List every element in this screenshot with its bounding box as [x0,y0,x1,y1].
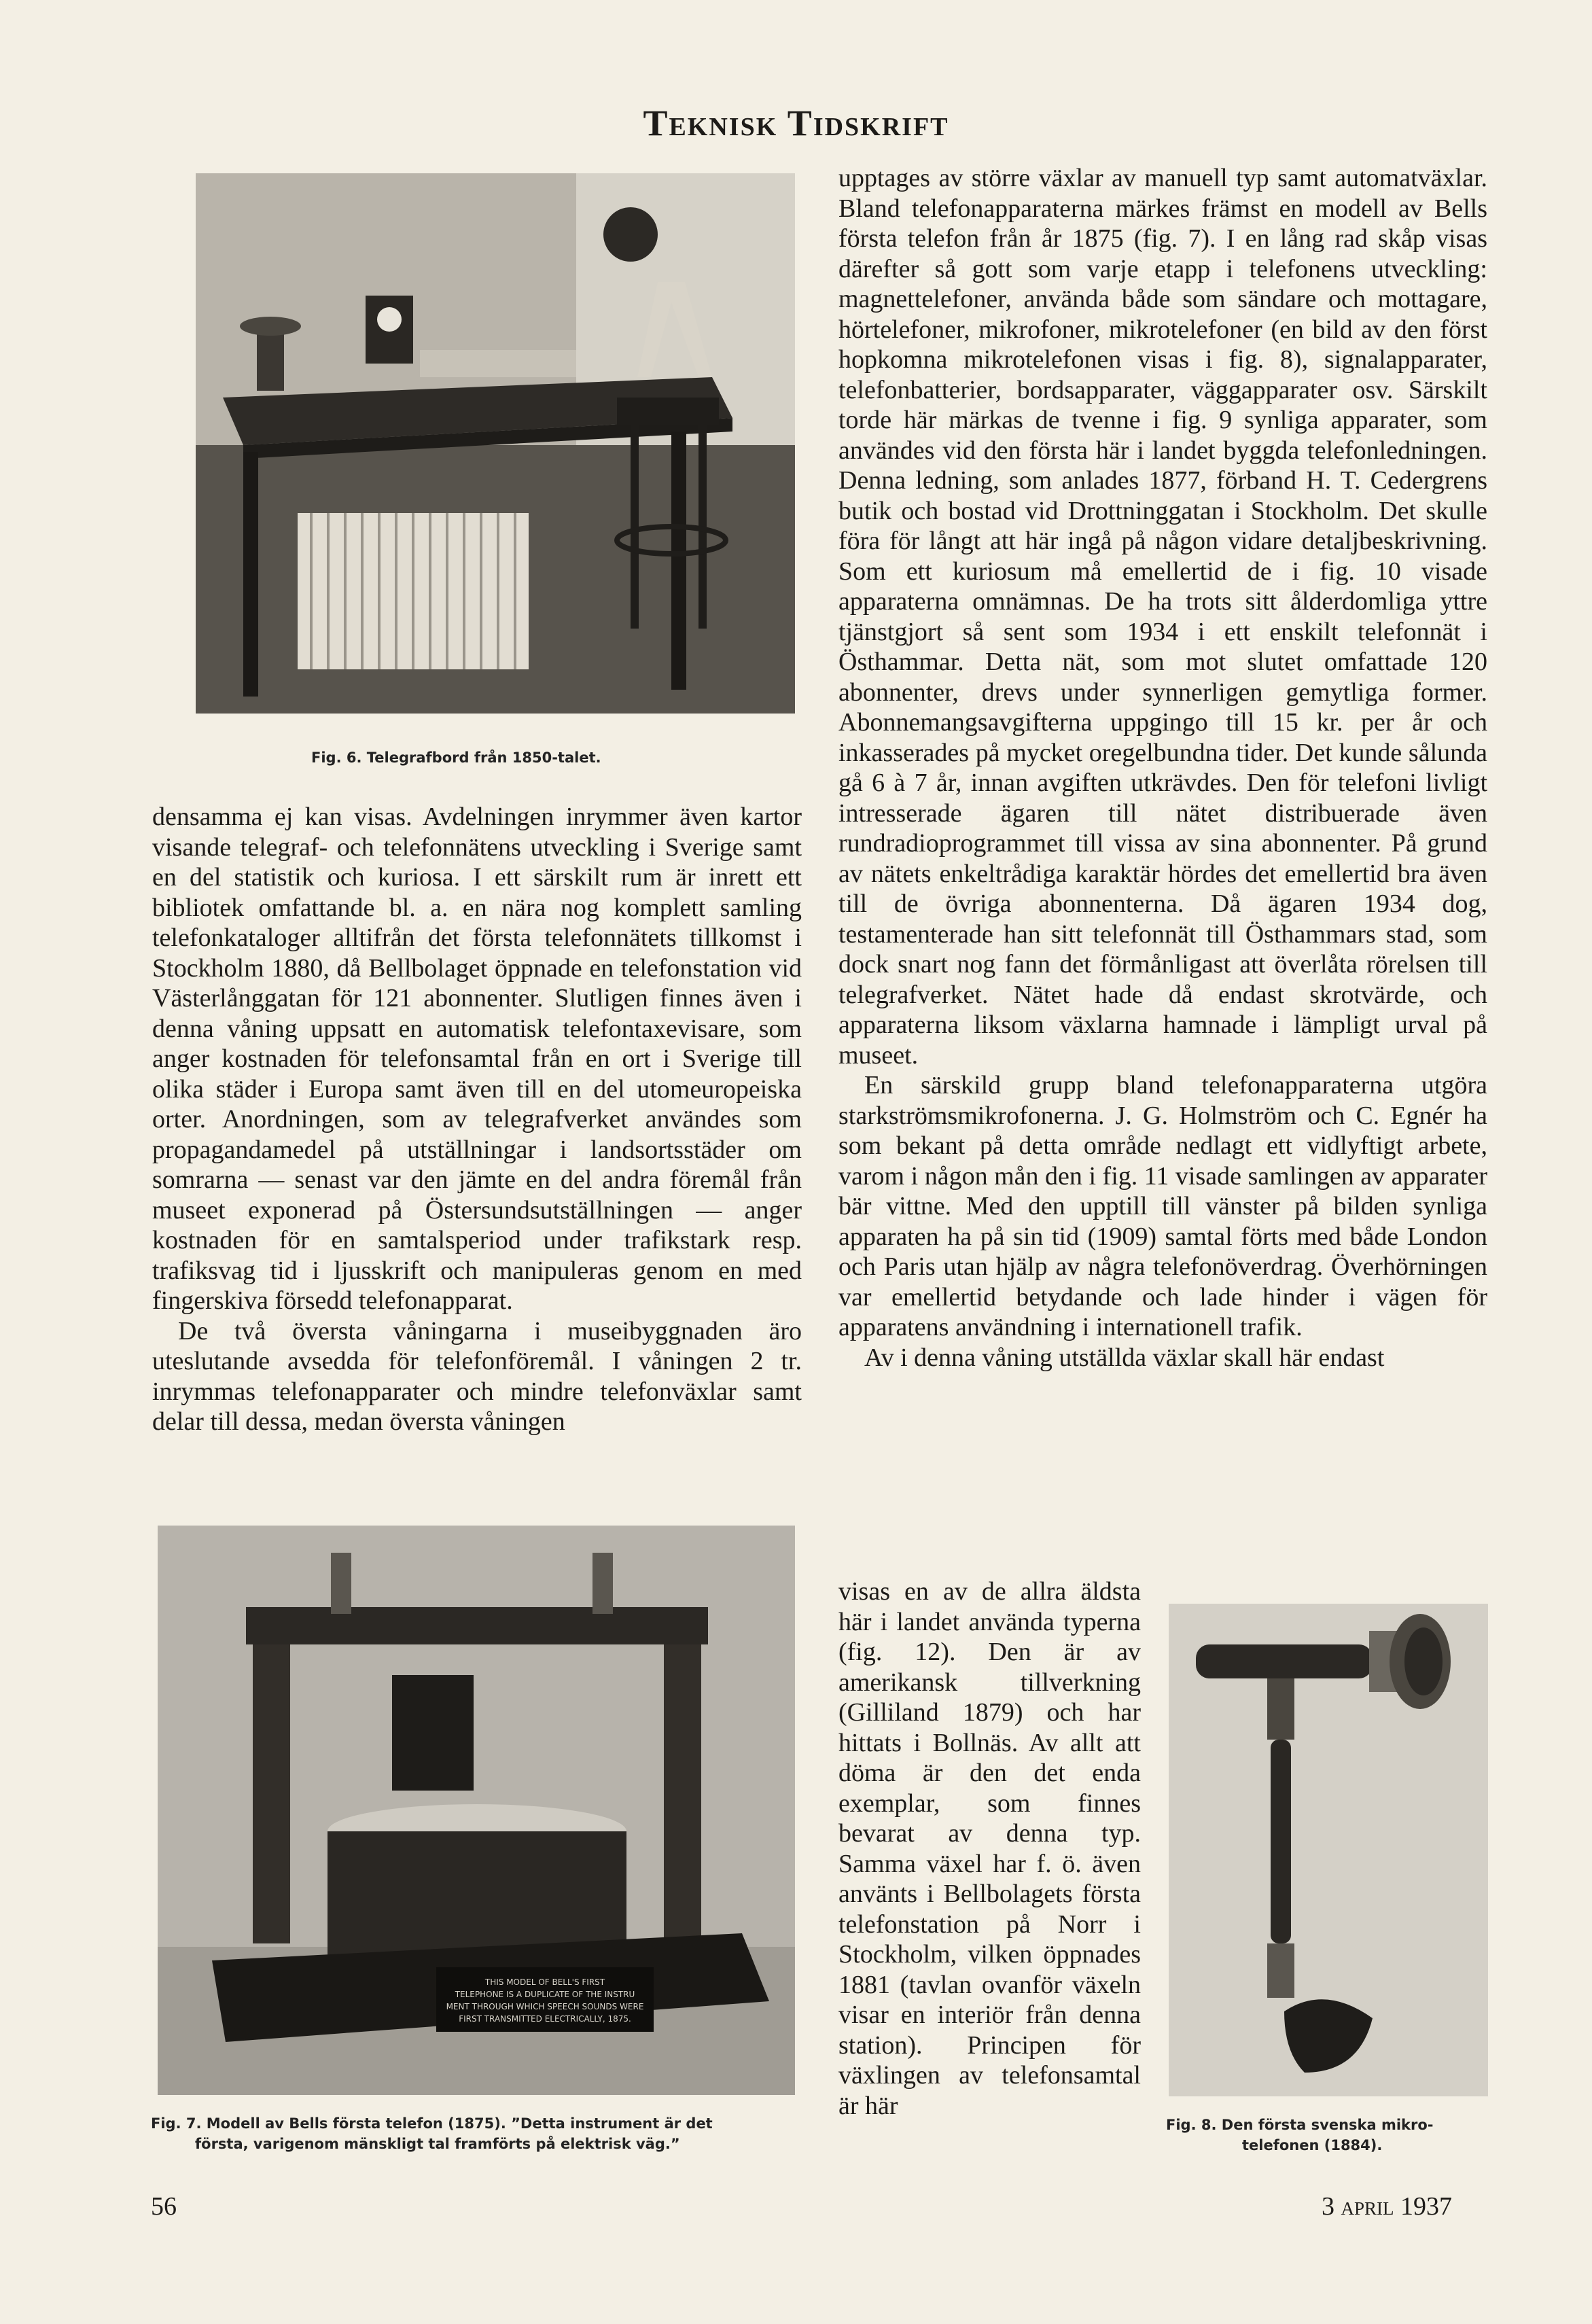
left-column-text [152,802,802,1437]
fig8-caption [1166,2115,1492,2155]
fig6-caption: Fig. 6. Telegrafbord från 1850-talet. [311,750,601,766]
fig7-caption-line-2: första, varigenom mänskligt tal framförts på elektrisk väg.” [195,2136,680,2152]
fig7-photo [158,1526,795,2095]
plaque-line-2: TELEPHONE IS A DUPLICATE OF THE INSTRU [455,1990,635,1999]
left-paragraph-1: densamma ej kan visas. Avdelningen inrymmer även kartor visande telegraf- och telefonnätens utveckling i Sverige samt en del statistik och kuriosa. I ett särskilt rum är inrett ett bibliotek omfattande bl. a. en nära nog komplett samling telefonkataloger alltifrån det första telefonnätets tillkomst i Stockholm 1880, då Bellbolaget öppnade en telefonstation vid Västerlånggatan för 121 abonnenter. Slutligen finnes även i denna våning uppsatt en automatisk telefontaxevisare, som anger kostnaden för telefonsamtal från en ort i Sverige till olika städer i Europa samt även till en del utomeuropeiska orter. Anordningen, som av telegrafverket användes som propagandamedel på utställningar i landsortsstäder om somrarna — senast var den jämte en del andra föremål från museet exponerad på Östersundsutställningen — anger kostnaden för en samtalsperiod under trafikstark resp. trafiksvag tid i ljusskrift och manipuleras genom en med fingerskiva försedd telefonapparat. [152,803,802,1315]
issue-date: 3 april 1937 [1322,2192,1453,2221]
right-paragraph-1: upptages av större växlar av manuell typ samt automatväxlar. Bland telefonapparaterna märkes främst en modell av Bells första telefon från år 1875 (fig. 7). I en lång rad skåp visas därefter så gott som varje etapp i telefonens utveckling: magnettelefoner, använda både som sändare och mottagare, hörtelefoner, mikrofoner, mikrotelefoner (en bild av den först hopkomna mikrotelefonen visas i fig. 8), signalapparater, telefonbatterier, bordsapparater, väggapparater osv. Särskilt torde här märkas de tvenne i fig. 9 synliga apparater, som användes vid den första här i landet byggda telefonledningen. Denna ledning, som anlades 1877, förband H. T. Cedergrens butik och bostad vid Drottninggatan i Stockholm. Det skulle föra för långt att här ingå på någon vidare detaljbeskrivning. Som ett kuriosum må emellertid de i fig. 10 visade apparaterna omnämnas. De ha trots sitt ålderdomliga yttre tjänstgjort så sent som 1934 i ett enskilt telefonnät i Östhammar. Detta nät, som mot slutet omfattade 120 abonnenter, drevs under synnerligen gemytliga former. Abonnemangsavgifterna uppgingo till 15 kr. per år och inkasserades på mycket oregelbundna tider. Det kunde sålunda gå 6 à 7 år, innan avgiften utkrävdes. Den för telefoni livligt intresserade ägaren till nätet distribuerade även rundradioprogrammet till vissa av sina abonnenter. På grund av nätets enkeltrådiga karaktär hördes det emellertid bra även till de övriga abonnenterna. Då ägaren 1934 dog, testamenterade han sitt telefonnät till Östhammars stad, som dock snart nog fann det förmånligast att överlåta rörelsen till telegrafverket. Nätet hade då endast skrotvärde, och apparaterna liksom växlarna hamnade i lämpligt urval på museet. [838,164,1487,1070]
right-paragraph-2: En särskild grupp bland telefonapparaterna utgöra starkströmsmikrofonerna. J. G. Holmström och C. Egnér ha som bekant på detta område nedlagt ett vidlyftigt arbete, varom i någon mån den i fig. 11 visade samlingen av apparater bär vittne. Med den upptill till vänster på bilden synliga apparaten ha på sin tid (1909) samtal förts med både London och Paris utan hjälp av några telefonöverdrag. Överhörningen var emellertid betydande och lade hinder i vägen för apparatens användning i internationell trafik. [838,1071,1487,1341]
right-paragraph-3-full: Av i denna våning utställda växlar skall här endast [864,1343,1385,1372]
fig8-caption-line-2: telefonen (1884). [1242,2137,1383,2153]
left-paragraph-2: De två översta våningarna i museibyggnaden äro uteslutande avsedda för telefonföremål. I våningen 2 tr. inrymmas telefonapparater och mindre telefonväxlar samt delar till dessa, medan översta våningen [152,1316,802,1436]
journal-title: Teknisk Tidskrift [643,103,949,143]
right-narrow-text: visas en av de allra äldsta här i landet använda typerna (fig. 12). Den är av amerikansk tillverkning (Gilliland 1879) och har hittats i Bollnäs. Av allt att döma är den det enda exemplar, som finnes bevarat av denna typ. Samma växel har f. ö. även använts i Bellbolagets första telefonstation på Norr i Stockholm, vilken öppnades 1881 (tavlan ovanför växeln visar en interiör från denna station). Principen för växlingen av telefonsamtal är här [838,1577,1141,2120]
page-number: 56 [151,2192,177,2221]
plaque-line-1: THIS MODEL OF BELL'S FIRST [484,1977,605,1987]
plaque-line-4: FIRST TRANSMITTED ELECTRICALLY, 1875. [459,2014,631,2024]
fig8-photo [1169,1604,1488,2096]
plaque-line-3: MENT THROUGH WHICH SPEECH SOUNDS WERE [446,2002,644,2011]
fig6-photo [196,173,795,714]
right-column-text [838,163,1487,1373]
fig7-caption-line-1: Fig. 7. Modell av Bells första telefon (1875). ”Detta instrument är det [151,2115,713,2132]
fig8-caption-line-1: Fig. 8. Den första svenska mikro- [1166,2117,1434,2133]
fig7-caption [151,2113,803,2154]
